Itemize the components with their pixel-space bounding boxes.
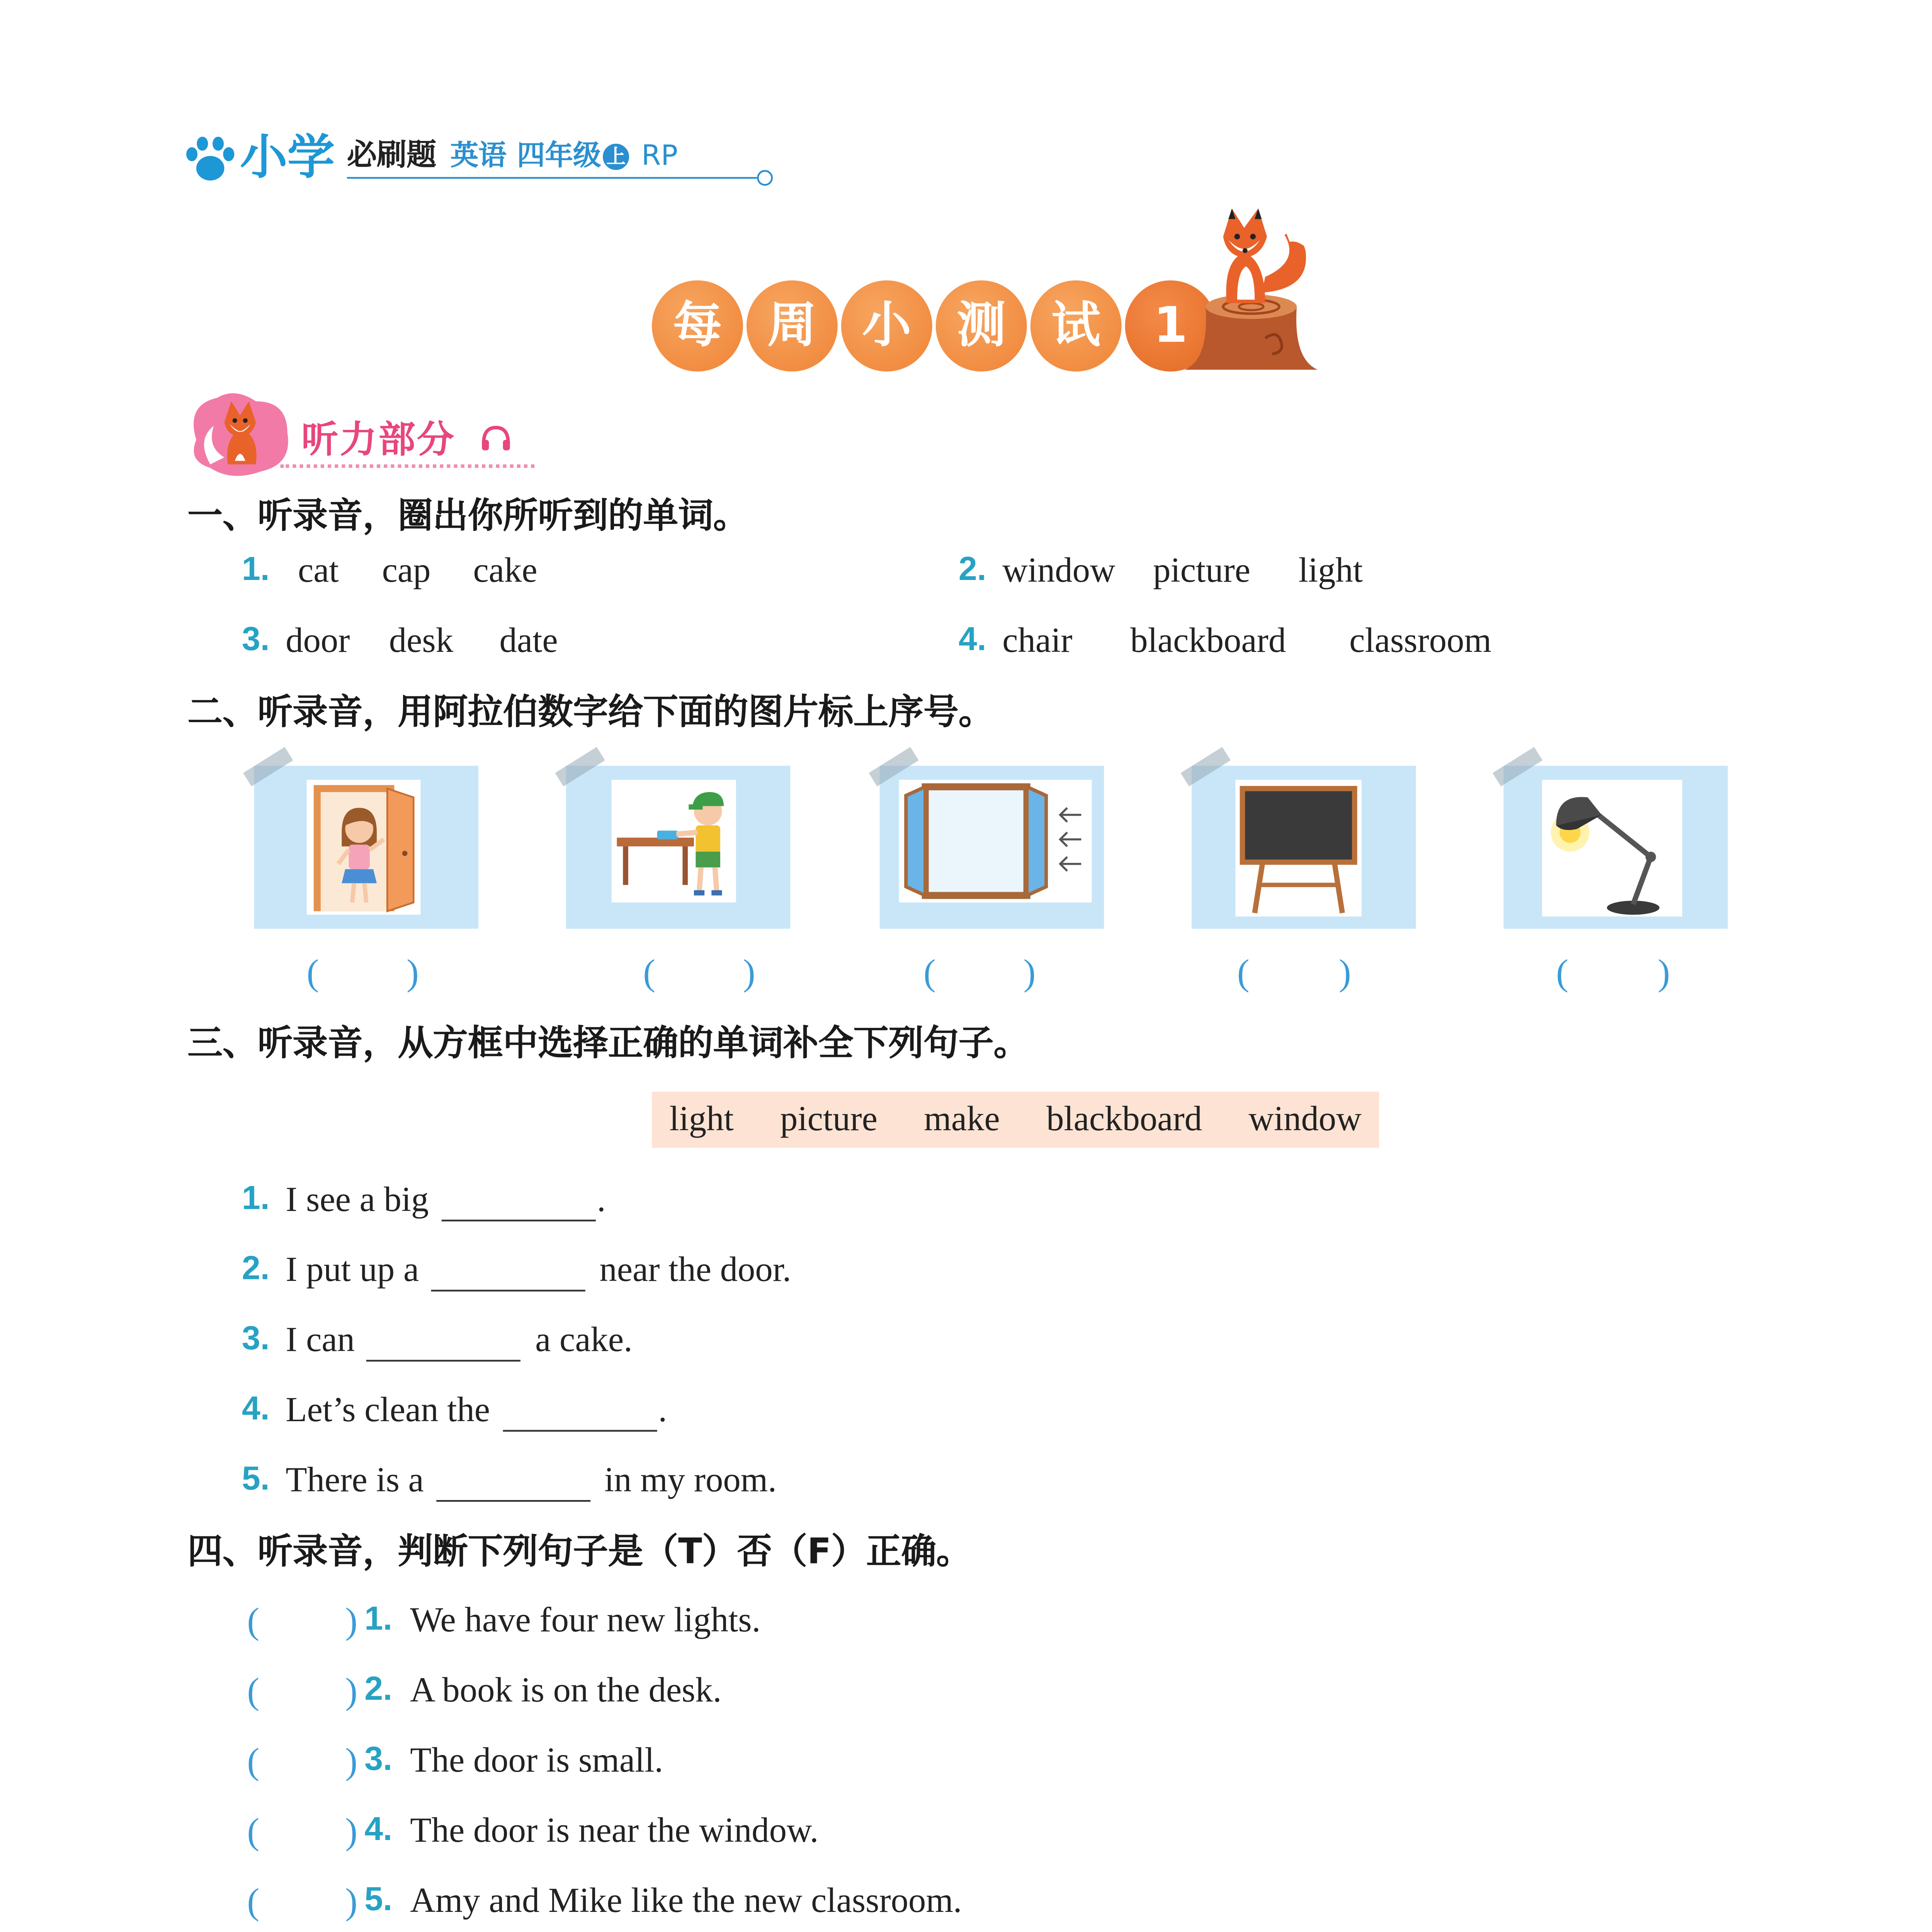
fill-blank-sentence xyxy=(242,1320,633,1362)
tape-decoration xyxy=(555,747,605,786)
answer-bracket-open: ( xyxy=(247,1880,260,1923)
statement-text: We have four new lights. xyxy=(410,1602,761,1640)
word-option: cat xyxy=(298,552,339,591)
answer-blank xyxy=(502,1396,656,1432)
answer-blank xyxy=(441,1186,595,1221)
item-number: 3. xyxy=(242,1321,270,1358)
statement-text: A book is on the desk. xyxy=(410,1672,722,1711)
fill-blank-sentence xyxy=(242,1250,791,1292)
item-number: 5. xyxy=(242,1461,270,1498)
answer-bracket-open: ( xyxy=(306,951,319,994)
answer-bracket-open: ( xyxy=(923,951,936,994)
tape-decoration xyxy=(1180,747,1230,786)
book-info xyxy=(347,138,678,173)
title-char: 测 xyxy=(936,281,1027,372)
word-option: light xyxy=(1298,552,1363,591)
answer-bracket-close: ) xyxy=(743,951,755,994)
sentence-end: . xyxy=(658,1391,667,1430)
true-false-item xyxy=(0,1810,1932,1852)
fill-blank-sentence xyxy=(242,1460,777,1502)
item-number: 1. xyxy=(242,552,270,589)
open-window-icon xyxy=(899,780,1092,902)
item-number: 4. xyxy=(958,622,986,659)
word-option: cake xyxy=(473,552,537,591)
desk-lamp-icon xyxy=(1542,780,1682,917)
word-option: blackboard xyxy=(1130,622,1286,661)
word-option: window xyxy=(1002,552,1116,591)
item-number: 5. xyxy=(364,1882,393,1919)
picture-card xyxy=(1503,766,1728,929)
section3-heading: 三、听录音，从方框中选择正确的单词补全下列句子。 xyxy=(187,1021,1029,1064)
answer-bracket-open: ( xyxy=(247,1740,260,1782)
answer-bracket-close: ) xyxy=(1023,951,1036,994)
word-option: cap xyxy=(382,552,431,591)
answer-blank xyxy=(431,1257,585,1292)
section2-heading: 二、听录音，用阿拉伯数字给下面的图片标上序号。 xyxy=(187,690,994,733)
answer-blank xyxy=(436,1467,590,1502)
item-number: 2. xyxy=(364,1672,393,1709)
true-false-item xyxy=(0,1740,1932,1782)
answer-blank xyxy=(367,1327,521,1362)
sentence-start: Let’s clean the xyxy=(286,1391,490,1430)
sentence-start: There is a xyxy=(286,1461,424,1500)
word-bank-item: light xyxy=(669,1100,734,1139)
answer-bracket-open: ( xyxy=(1556,951,1568,994)
sentence-start: I put up a xyxy=(286,1251,419,1290)
item-number: 3. xyxy=(242,622,270,659)
title-char: 小 xyxy=(841,281,932,372)
sentence-end: a cake. xyxy=(535,1321,633,1360)
fill-blank-sentence xyxy=(242,1179,606,1221)
subject: 英语 xyxy=(450,138,507,172)
section1-heading: 一、听录音，圈出你所听到的单词。 xyxy=(187,494,748,536)
true-false-item xyxy=(0,1880,1932,1922)
sentence-end: near the door. xyxy=(599,1251,791,1290)
answer-bracket-open: ( xyxy=(247,1600,260,1642)
word-bank-item: make xyxy=(924,1100,1000,1139)
answer-bracket-close: ) xyxy=(345,1810,358,1852)
answer-bracket-close: ) xyxy=(1658,951,1670,994)
word-bank xyxy=(652,1092,1379,1148)
word-option: date xyxy=(499,622,558,661)
sentence-end: . xyxy=(597,1181,606,1220)
tape-decoration xyxy=(243,747,293,786)
answer-bracket-close: ) xyxy=(345,1670,358,1712)
item-number: 3. xyxy=(364,1742,393,1779)
picture-card xyxy=(566,766,790,929)
paw-icon xyxy=(184,135,236,184)
title-char: 试 xyxy=(1031,281,1122,372)
grade: 四年级 xyxy=(517,138,601,172)
edition: RP xyxy=(641,138,678,172)
answer-bracket-close: ) xyxy=(345,1880,358,1923)
sentence-start: I can xyxy=(286,1321,355,1360)
item-number: 1. xyxy=(242,1181,270,1218)
tape-decoration xyxy=(1493,747,1543,786)
fill-blank-sentence xyxy=(242,1389,667,1432)
section4-heading: 四、听录音，判断下列句子是（T）否（F）正确。 xyxy=(187,1530,971,1572)
answer-bracket-close: ) xyxy=(345,1740,358,1782)
series-name: 必刷题 xyxy=(347,138,437,173)
answer-bracket-close: ) xyxy=(406,951,419,994)
title-char: 每 xyxy=(652,281,743,372)
header-underline xyxy=(347,177,757,179)
true-false-item xyxy=(0,1670,1932,1712)
item-number: 4. xyxy=(242,1391,270,1429)
statement-text: The door is small. xyxy=(410,1742,663,1781)
statement-text: The door is near the window. xyxy=(410,1812,819,1851)
title-char: 周 xyxy=(747,281,838,372)
listening-underline xyxy=(281,464,535,468)
sentence-end: in my room. xyxy=(604,1461,777,1500)
picture-card xyxy=(1192,766,1416,929)
item-number: 2. xyxy=(242,1251,270,1288)
picture-card xyxy=(880,766,1104,929)
title-number: 1 xyxy=(1125,281,1216,372)
item-number: 2. xyxy=(958,552,986,589)
true-false-item xyxy=(0,1600,1932,1642)
headphones-icon xyxy=(478,422,514,454)
word-option: desk xyxy=(389,622,454,661)
word-option: picture xyxy=(1153,552,1250,591)
item-number: 1. xyxy=(364,1602,393,1639)
word-option: classroom xyxy=(1349,622,1492,661)
answer-bracket-open: ( xyxy=(643,951,656,994)
fox-on-stump-icon xyxy=(1170,198,1328,373)
brand-title: 小学 xyxy=(240,131,335,186)
word-option: door xyxy=(286,622,350,661)
grade-badge: 上 xyxy=(603,143,629,169)
item-number: 4. xyxy=(364,1812,393,1849)
word-option: chair xyxy=(1002,622,1073,661)
fox-badge-icon xyxy=(182,387,294,478)
word-bank-item: picture xyxy=(780,1100,878,1139)
sentence-start: I see a big xyxy=(286,1181,429,1220)
boy-cleaning-desk-icon xyxy=(612,780,736,902)
listening-section-label: 听力部分 xyxy=(301,418,456,461)
word-bank-item: window xyxy=(1248,1100,1362,1139)
blackboard-icon xyxy=(1235,780,1362,917)
picture-card xyxy=(254,766,478,929)
word-bank-item: blackboard xyxy=(1046,1100,1202,1139)
answer-bracket-open: ( xyxy=(1237,951,1250,994)
answer-bracket-open: ( xyxy=(247,1670,260,1712)
answer-bracket-close: ) xyxy=(345,1600,358,1642)
statement-text: Amy and Mike like the new classroom. xyxy=(410,1882,962,1921)
girl-at-door-icon xyxy=(307,780,421,915)
header-underline-dot xyxy=(757,170,773,186)
answer-bracket-close: ) xyxy=(1338,951,1351,994)
answer-bracket-open: ( xyxy=(247,1810,260,1852)
